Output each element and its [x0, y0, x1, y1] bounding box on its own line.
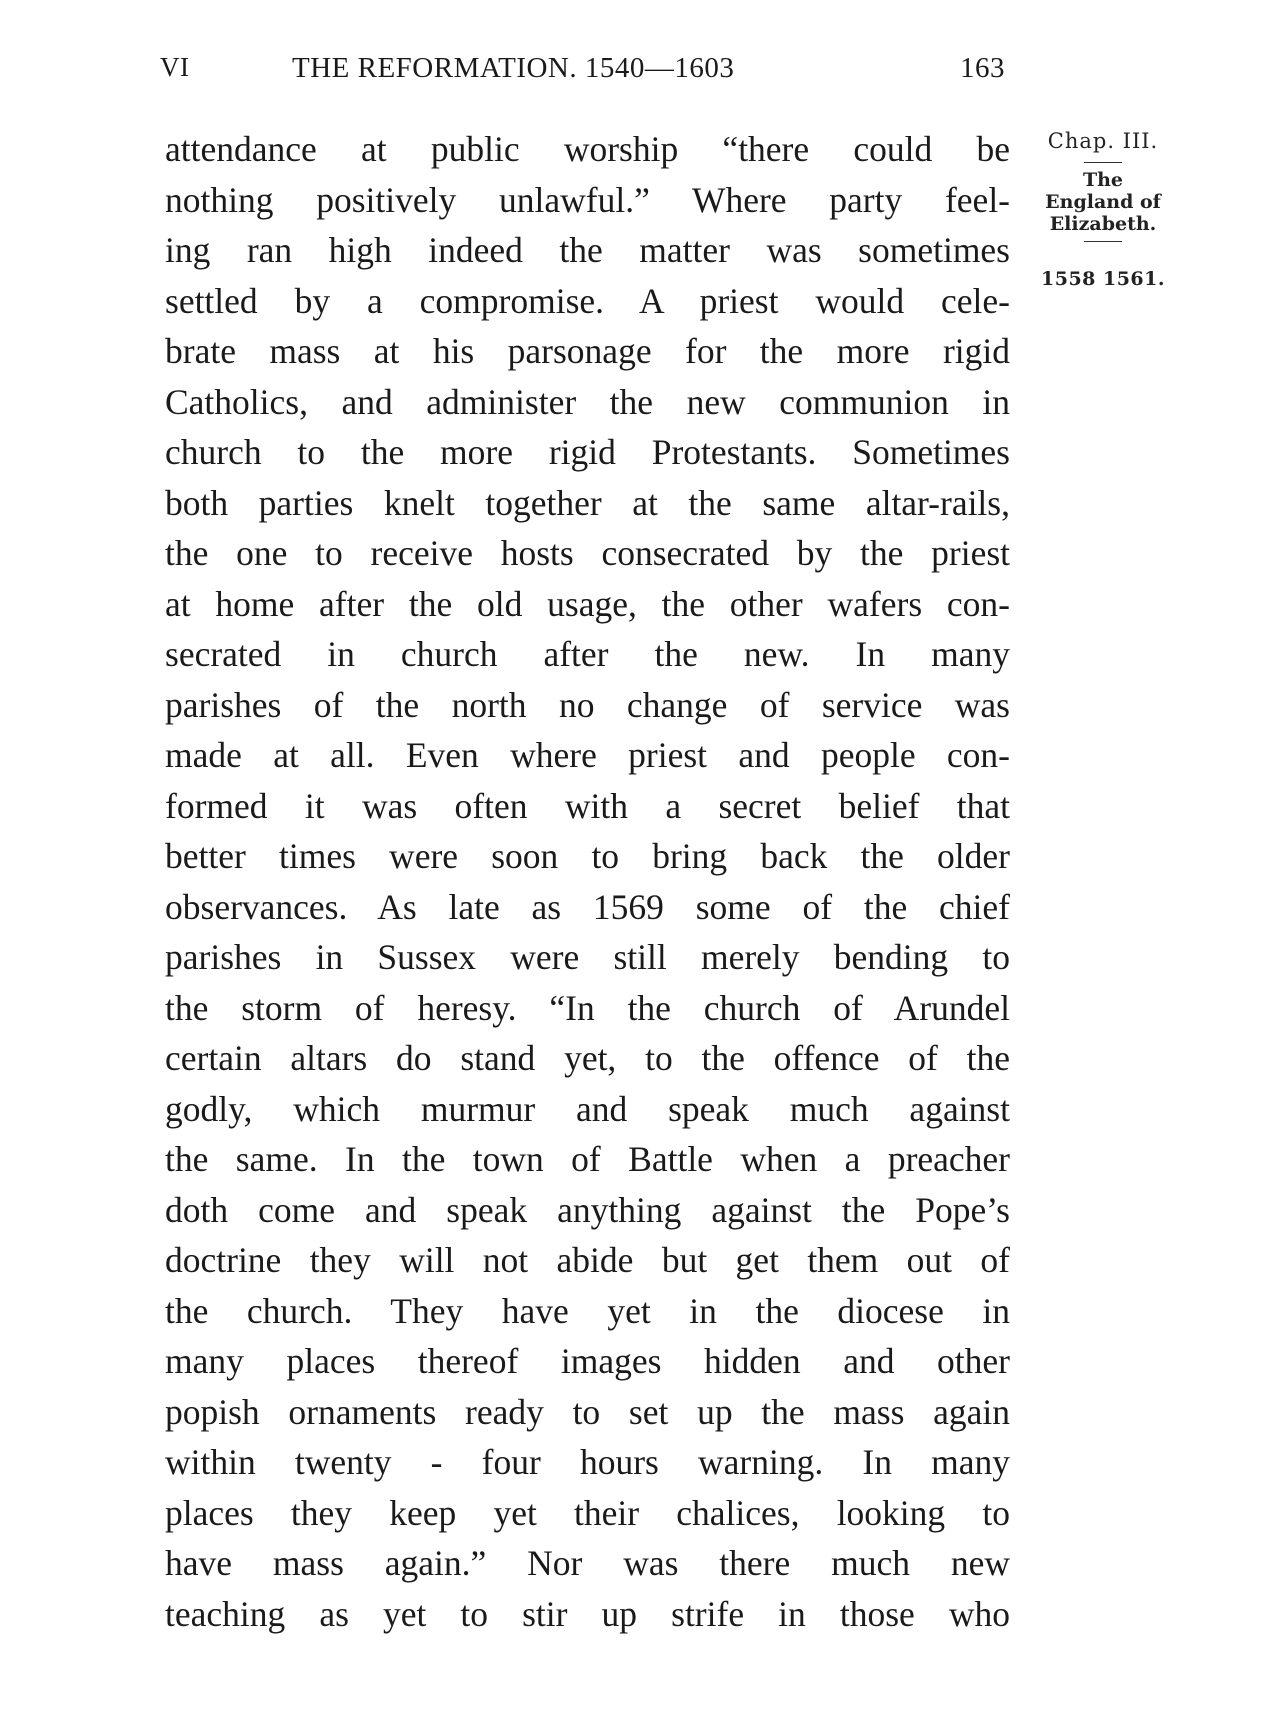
marginal-heading-line: Elizabeth.	[1049, 213, 1157, 235]
text-line: parishes in Sussex were still merely bending to	[165, 937, 1010, 977]
text-line: parishes of the north no change of service was	[165, 684, 1010, 725]
text-line: doctrine they will not abide but get them out of	[165, 1240, 1010, 1280]
marginal-dates: 1558 1561.	[1041, 268, 1165, 290]
marginal-notes	[1028, 126, 1178, 290]
body-text	[165, 124, 1010, 1639]
text-line: popish ornaments ready to set up the mass again	[165, 1391, 1010, 1432]
running-title: THE REFORMATION. 1540—1603	[292, 52, 735, 84]
text-line: have mass again.” Nor was there much new	[165, 1543, 1010, 1583]
text-line: the same. In the town of Battle when a preacher	[165, 1139, 1010, 1179]
text-line: many places thereof images hidden and other	[165, 1341, 1010, 1381]
text-line: attendance at public worship “there could be	[165, 129, 1010, 169]
text-line: formed it was often with a secret belief that	[165, 785, 1010, 826]
text-line: teaching as yet to stir up strife in those who	[165, 1593, 1010, 1634]
text-line: made at all. Even where priest and people con-	[165, 735, 1010, 775]
text-line: within twenty - four hours warning. In many	[165, 1442, 1010, 1482]
text-line: observances. As late as 1569 some of the chief	[165, 886, 1010, 927]
text-line: the church. They have yet in the diocese in	[165, 1290, 1010, 1331]
text-line: settled by a compromise. A priest would cele-	[165, 280, 1010, 321]
marginal-heading	[1028, 169, 1178, 235]
text-line: godly, which murmur and speak much against	[165, 1088, 1010, 1129]
marginal-rule	[1084, 162, 1122, 163]
marginal-chapter: Chap. III.	[1047, 129, 1159, 153]
text-line: church to the more rigid Protestants. Sometimes	[165, 432, 1010, 472]
text-line: better times were soon to bring back the older	[165, 836, 1010, 876]
text-line: the storm of heresy. “In the church of Arundel	[165, 987, 1010, 1028]
text-line: at home after the old usage, the other wafers con-	[165, 583, 1010, 624]
text-line: the one to receive hosts consecrated by the priest	[165, 533, 1010, 573]
chapter-numeral: VI	[160, 52, 190, 82]
text-line: ing ran high indeed the matter was sometimes	[165, 230, 1010, 270]
text-line: certain altars do stand yet, to the offence of the	[165, 1038, 1010, 1078]
marginal-rule	[1084, 241, 1122, 242]
text-line: places they keep yet their chalices, looking to	[165, 1492, 1010, 1533]
text-line: brate mass at his parsonage for the more rigid	[165, 331, 1010, 371]
text-line: Catholics, and administer the new communion in	[165, 381, 1010, 422]
text-line: nothing positively unlawful.” Where party feel-	[165, 179, 1010, 220]
page-number: 163	[960, 52, 1005, 84]
text-line: doth come and speak anything against the Pope’s	[165, 1189, 1010, 1230]
marginal-heading-line: The	[1082, 169, 1124, 191]
text-line: both parties knelt together at the same altar-rails,	[165, 482, 1010, 523]
marginal-heading-line: England of	[1045, 191, 1161, 213]
running-header	[160, 52, 1005, 92]
text-line: secrated in church after the new. In many	[165, 634, 1010, 674]
